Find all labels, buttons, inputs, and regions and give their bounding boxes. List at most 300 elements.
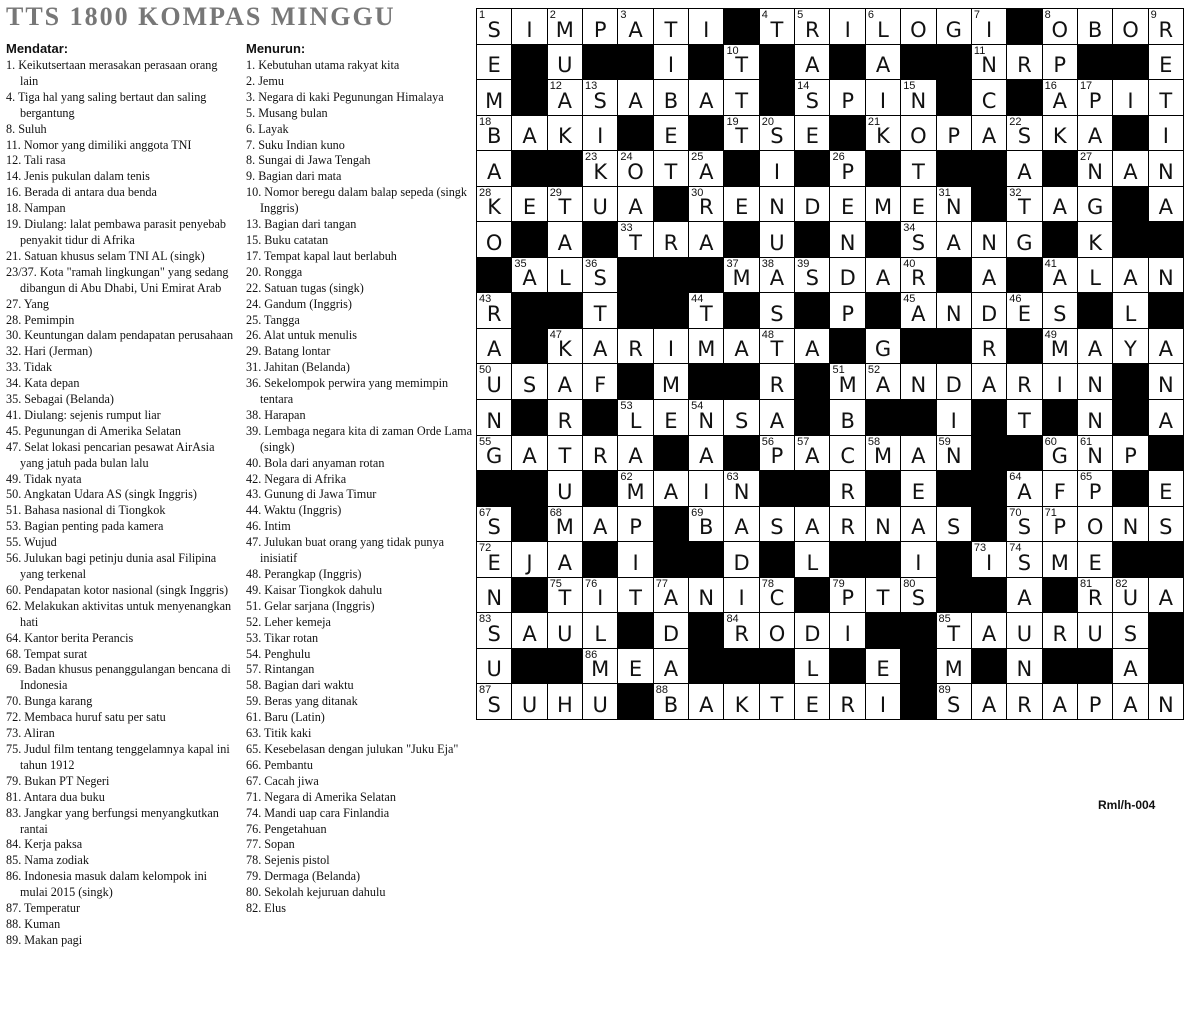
grid-cell[interactable] (689, 187, 723, 222)
grid-cell[interactable] (760, 364, 794, 399)
grid-cell[interactable] (1113, 684, 1147, 719)
grid-cell[interactable] (1078, 400, 1112, 435)
grid-cell[interactable] (901, 471, 935, 506)
grid-cell[interactable] (477, 116, 511, 151)
cell-letter: S (734, 408, 749, 433)
grid-cell[interactable] (795, 507, 829, 542)
grid-cell[interactable] (724, 80, 758, 115)
grid-cell[interactable] (937, 507, 971, 542)
grid-cell[interactable] (901, 80, 935, 115)
grid-cell[interactable] (724, 507, 758, 542)
grid-cell[interactable] (795, 329, 829, 364)
grid-cell[interactable] (795, 116, 829, 151)
grid-cell[interactable] (618, 578, 652, 613)
cell-number: 30 (691, 186, 704, 199)
grid-cell[interactable] (583, 649, 617, 684)
grid-cell[interactable] (512, 436, 546, 471)
grid-cell[interactable] (477, 80, 511, 115)
grid-cell[interactable] (654, 400, 688, 435)
grid-cell[interactable] (618, 542, 652, 577)
grid-cell[interactable] (1007, 187, 1041, 222)
grid-cell[interactable] (724, 187, 758, 222)
black-square (512, 45, 546, 80)
grid-cell[interactable] (937, 222, 971, 257)
grid-cell[interactable] (548, 258, 582, 293)
grid-cell[interactable] (618, 80, 652, 115)
grid-cell[interactable] (1113, 649, 1147, 684)
grid-cell[interactable] (830, 187, 864, 222)
grid-cell[interactable] (1149, 684, 1183, 719)
grid-cell[interactable] (1078, 578, 1112, 613)
grid-cell[interactable] (901, 9, 935, 44)
grid-cell[interactable] (654, 613, 688, 648)
grid-cell[interactable] (548, 542, 582, 577)
grid-cell[interactable] (512, 187, 546, 222)
grid-cell[interactable] (618, 151, 652, 186)
grid-cell[interactable] (548, 116, 582, 151)
down-clue: 42. Negara di Afrika (246, 471, 347, 486)
grid-cell[interactable] (583, 684, 617, 719)
grid-cell[interactable] (583, 364, 617, 399)
grid-cell[interactable] (866, 9, 900, 44)
grid-cell[interactable] (901, 293, 935, 328)
grid-cell[interactable] (1007, 471, 1041, 506)
grid-cell[interactable] (618, 329, 652, 364)
grid-cell[interactable] (654, 9, 688, 44)
grid-cell[interactable] (618, 471, 652, 506)
grid-cell[interactable] (477, 187, 511, 222)
cell-letter: I (844, 17, 851, 42)
grid-cell[interactable] (548, 364, 582, 399)
grid-cell[interactable] (724, 542, 758, 577)
grid-cell[interactable] (654, 329, 688, 364)
black-square (512, 471, 546, 506)
grid-cell[interactable] (689, 507, 723, 542)
grid-cell[interactable] (583, 80, 617, 115)
grid-cell[interactable] (1113, 507, 1147, 542)
grid-cell[interactable] (830, 684, 864, 719)
grid-cell[interactable] (1149, 116, 1183, 151)
grid-cell[interactable] (548, 187, 582, 222)
grid-cell[interactable] (583, 116, 617, 151)
cell-number: 17 (1079, 80, 1093, 93)
grid-cell[interactable] (1078, 80, 1112, 115)
grid-cell[interactable] (1149, 507, 1183, 542)
grid-cell[interactable] (548, 80, 582, 115)
cell-letter: A (593, 515, 608, 540)
grid-cell[interactable] (689, 9, 723, 44)
grid-cell[interactable] (512, 684, 546, 719)
grid-cell[interactable] (795, 45, 829, 80)
grid-cell[interactable] (972, 222, 1006, 257)
grid-cell[interactable] (548, 507, 582, 542)
grid-cell[interactable] (972, 542, 1006, 577)
grid-cell[interactable] (937, 187, 971, 222)
grid-cell[interactable] (724, 613, 758, 648)
black-square (724, 9, 758, 44)
grid-cell[interactable] (1113, 578, 1147, 613)
grid-cell[interactable] (583, 613, 617, 648)
grid-cell[interactable] (1007, 613, 1041, 648)
grid-cell[interactable] (1149, 45, 1183, 80)
grid-cell[interactable] (512, 9, 546, 44)
grid-cell[interactable] (548, 436, 582, 471)
grid-cell[interactable] (866, 578, 900, 613)
grid-cell[interactable] (1078, 258, 1112, 293)
grid-cell[interactable] (1149, 80, 1183, 115)
cell-letter: A (911, 301, 926, 326)
grid-cell[interactable] (477, 9, 511, 44)
grid-cell[interactable] (724, 400, 758, 435)
grid-cell[interactable] (972, 9, 1006, 44)
grid-cell[interactable] (1078, 684, 1112, 719)
grid-cell[interactable] (1043, 542, 1077, 577)
grid-cell[interactable] (1043, 258, 1077, 293)
grid-cell[interactable] (937, 613, 971, 648)
grid-cell[interactable] (618, 187, 652, 222)
grid-cell[interactable] (1043, 329, 1077, 364)
grid-cell[interactable] (1113, 80, 1147, 115)
grid-cell[interactable] (654, 364, 688, 399)
grid-cell[interactable] (972, 45, 1006, 80)
grid-cell[interactable] (1007, 542, 1041, 577)
grid-cell[interactable] (1043, 436, 1077, 471)
grid-cell[interactable] (830, 258, 864, 293)
grid-cell[interactable] (1149, 364, 1183, 399)
grid-cell[interactable] (689, 80, 723, 115)
grid-cell[interactable] (901, 542, 935, 577)
grid-cell[interactable] (972, 293, 1006, 328)
grid-cell[interactable] (1149, 151, 1183, 186)
grid-cell[interactable] (689, 684, 723, 719)
grid-cell[interactable] (937, 293, 971, 328)
grid-cell[interactable] (830, 471, 864, 506)
grid-cell[interactable] (724, 45, 758, 80)
grid-cell[interactable] (830, 293, 864, 328)
grid-cell[interactable] (760, 9, 794, 44)
grid-cell[interactable] (477, 507, 511, 542)
grid-cell[interactable] (972, 329, 1006, 364)
grid-cell[interactable] (1007, 578, 1041, 613)
grid-cell[interactable] (830, 151, 864, 186)
grid-cell[interactable] (548, 329, 582, 364)
grid-cell[interactable] (1043, 507, 1077, 542)
grid-cell[interactable] (1007, 151, 1041, 186)
grid-cell[interactable] (1043, 9, 1077, 44)
grid-cell[interactable] (1007, 293, 1041, 328)
grid-cell[interactable] (689, 293, 723, 328)
grid-cell[interactable] (937, 649, 971, 684)
grid-cell[interactable] (795, 649, 829, 684)
grid-cell[interactable] (760, 116, 794, 151)
grid-cell[interactable] (866, 116, 900, 151)
grid-cell[interactable] (583, 151, 617, 186)
grid-cell[interactable] (901, 578, 935, 613)
grid-cell[interactable] (477, 45, 511, 80)
grid-cell[interactable] (724, 116, 758, 151)
grid-cell[interactable] (548, 471, 582, 506)
grid-cell[interactable] (1149, 471, 1183, 506)
grid-cell[interactable] (689, 329, 723, 364)
grid-cell[interactable] (512, 613, 546, 648)
grid-cell[interactable] (795, 436, 829, 471)
grid-cell[interactable] (1078, 542, 1112, 577)
grid-cell[interactable] (866, 329, 900, 364)
grid-cell[interactable] (901, 151, 935, 186)
grid-cell[interactable] (689, 222, 723, 257)
grid-cell[interactable] (760, 684, 794, 719)
grid-cell[interactable] (1113, 151, 1147, 186)
grid-cell[interactable] (477, 293, 511, 328)
grid-cell[interactable] (1149, 578, 1183, 613)
grid-cell[interactable] (760, 222, 794, 257)
grid-cell[interactable] (654, 45, 688, 80)
grid-cell[interactable] (477, 329, 511, 364)
grid-cell[interactable] (477, 436, 511, 471)
grid-cell[interactable] (795, 542, 829, 577)
grid-cell[interactable] (830, 222, 864, 257)
grid-cell[interactable] (512, 542, 546, 577)
grid-cell[interactable] (477, 684, 511, 719)
grid-cell[interactable] (477, 613, 511, 648)
grid-cell[interactable] (1078, 9, 1112, 44)
across-clue: 34. Kata depan (6, 376, 80, 391)
grid-cell[interactable] (654, 80, 688, 115)
cell-number: 43 (479, 293, 492, 306)
grid-cell[interactable] (972, 684, 1006, 719)
cell-letter: A (1017, 586, 1032, 611)
grid-cell[interactable] (689, 578, 723, 613)
grid-cell[interactable] (866, 364, 900, 399)
grid-cell[interactable] (1078, 151, 1112, 186)
grid-cell[interactable] (477, 364, 511, 399)
grid-cell[interactable] (477, 222, 511, 257)
grid-cell[interactable] (618, 649, 652, 684)
grid-cell[interactable] (760, 151, 794, 186)
grid-cell[interactable] (1043, 187, 1077, 222)
grid-cell[interactable] (654, 151, 688, 186)
grid-cell[interactable] (901, 258, 935, 293)
grid-cell[interactable] (972, 116, 1006, 151)
grid-cell[interactable] (795, 258, 829, 293)
grid-cell[interactable] (937, 9, 971, 44)
grid-cell[interactable] (1113, 293, 1147, 328)
grid-cell[interactable] (477, 151, 511, 186)
grid-cell[interactable] (548, 222, 582, 257)
grid-cell[interactable] (972, 364, 1006, 399)
grid-cell[interactable] (477, 649, 511, 684)
grid-cell[interactable] (795, 613, 829, 648)
grid-cell[interactable] (1078, 187, 1112, 222)
grid-cell[interactable] (618, 436, 652, 471)
grid-cell[interactable] (512, 258, 546, 293)
grid-cell[interactable] (548, 684, 582, 719)
grid-cell[interactable] (477, 578, 511, 613)
down-clue: 80. Sekolah kejuruan dahulu (246, 885, 386, 900)
grid-cell[interactable] (689, 151, 723, 186)
grid-cell[interactable] (830, 400, 864, 435)
grid-cell[interactable] (1078, 613, 1112, 648)
grid-cell[interactable] (1113, 436, 1147, 471)
grid-cell[interactable] (1078, 364, 1112, 399)
grid-cell[interactable] (1007, 222, 1041, 257)
grid-cell[interactable] (689, 471, 723, 506)
grid-cell[interactable] (548, 9, 582, 44)
grid-cell[interactable] (1007, 684, 1041, 719)
grid-cell[interactable] (760, 293, 794, 328)
grid-cell[interactable] (901, 187, 935, 222)
grid-cell[interactable] (1043, 471, 1077, 506)
grid-cell[interactable] (548, 613, 582, 648)
black-square (972, 649, 1006, 684)
grid-cell[interactable] (724, 258, 758, 293)
grid-cell[interactable] (1149, 329, 1183, 364)
grid-cell[interactable] (689, 400, 723, 435)
grid-cell[interactable] (795, 9, 829, 44)
grid-cell[interactable] (830, 364, 864, 399)
grid-cell[interactable] (866, 507, 900, 542)
grid-cell[interactable] (830, 436, 864, 471)
grid-cell[interactable] (937, 436, 971, 471)
grid-cell[interactable] (830, 9, 864, 44)
grid-cell[interactable] (1007, 649, 1041, 684)
grid-cell[interactable] (830, 80, 864, 115)
grid-cell[interactable] (1043, 116, 1077, 151)
grid-cell[interactable] (618, 400, 652, 435)
grid-cell[interactable] (654, 649, 688, 684)
cell-letter: K (876, 124, 890, 149)
grid-cell[interactable] (760, 507, 794, 542)
grid-cell[interactable] (548, 45, 582, 80)
grid-cell[interactable] (866, 258, 900, 293)
grid-cell[interactable] (548, 578, 582, 613)
grid-cell[interactable] (795, 80, 829, 115)
grid-cell[interactable] (972, 258, 1006, 293)
grid-cell[interactable] (583, 187, 617, 222)
grid-cell[interactable] (1078, 329, 1112, 364)
grid-cell[interactable] (830, 613, 864, 648)
grid-cell[interactable] (724, 471, 758, 506)
grid-cell[interactable] (477, 542, 511, 577)
grid-cell[interactable] (760, 400, 794, 435)
grid-cell[interactable] (795, 684, 829, 719)
grid-cell[interactable] (1007, 116, 1041, 151)
grid-cell[interactable] (1043, 684, 1077, 719)
grid-cell[interactable] (512, 116, 546, 151)
grid-cell[interactable] (1007, 45, 1041, 80)
grid-cell[interactable] (760, 258, 794, 293)
grid-cell[interactable] (1007, 364, 1041, 399)
grid-cell[interactable] (1113, 9, 1147, 44)
grid-cell[interactable] (583, 258, 617, 293)
grid-cell[interactable] (654, 471, 688, 506)
grid-cell[interactable] (901, 364, 935, 399)
cell-letter: C (981, 88, 997, 113)
grid-cell[interactable] (583, 293, 617, 328)
grid-cell[interactable] (1007, 507, 1041, 542)
grid-cell[interactable] (654, 222, 688, 257)
grid-cell[interactable] (1078, 471, 1112, 506)
grid-cell[interactable] (866, 684, 900, 719)
grid-cell[interactable] (901, 116, 935, 151)
grid-cell[interactable] (760, 436, 794, 471)
grid-cell[interactable] (618, 222, 652, 257)
grid-cell[interactable] (830, 578, 864, 613)
grid-cell[interactable] (937, 116, 971, 151)
grid-cell[interactable] (724, 329, 758, 364)
grid-cell[interactable] (937, 684, 971, 719)
grid-cell[interactable] (654, 116, 688, 151)
grid-cell[interactable] (1113, 258, 1147, 293)
grid-cell[interactable] (512, 364, 546, 399)
grid-cell[interactable] (1043, 613, 1077, 648)
grid-cell[interactable] (618, 9, 652, 44)
grid-cell[interactable] (1149, 258, 1183, 293)
grid-cell[interactable] (830, 507, 864, 542)
grid-cell[interactable] (1078, 222, 1112, 257)
grid-cell[interactable] (724, 578, 758, 613)
grid-cell[interactable] (760, 187, 794, 222)
grid-cell[interactable] (972, 613, 1006, 648)
grid-cell[interactable] (1043, 45, 1077, 80)
grid-cell[interactable] (1113, 329, 1147, 364)
grid-cell[interactable] (618, 507, 652, 542)
grid-cell[interactable] (901, 436, 935, 471)
grid-cell[interactable] (1078, 507, 1112, 542)
grid-cell[interactable] (583, 507, 617, 542)
grid-cell[interactable] (1078, 116, 1112, 151)
grid-cell[interactable] (1043, 293, 1077, 328)
grid-cell[interactable] (1149, 9, 1183, 44)
grid-cell[interactable] (866, 436, 900, 471)
grid-cell[interactable] (866, 45, 900, 80)
black-square (937, 258, 971, 293)
grid-cell[interactable] (583, 436, 617, 471)
grid-cell[interactable] (583, 329, 617, 364)
grid-cell[interactable] (1113, 613, 1147, 648)
grid-cell[interactable] (1043, 364, 1077, 399)
grid-cell[interactable] (477, 400, 511, 435)
grid-cell[interactable] (760, 613, 794, 648)
grid-cell[interactable] (760, 329, 794, 364)
grid-cell[interactable] (1149, 187, 1183, 222)
grid-cell[interactable] (548, 400, 582, 435)
grid-cell[interactable] (583, 9, 617, 44)
grid-cell[interactable] (972, 80, 1006, 115)
cell-letter: U (486, 373, 502, 398)
grid-cell[interactable] (937, 364, 971, 399)
grid-cell[interactable] (583, 578, 617, 613)
grid-cell[interactable] (1149, 400, 1183, 435)
grid-cell[interactable] (689, 436, 723, 471)
grid-cell[interactable] (901, 507, 935, 542)
grid-cell[interactable] (654, 684, 688, 719)
grid-cell[interactable] (795, 187, 829, 222)
grid-cell[interactable] (654, 578, 688, 613)
grid-cell[interactable] (760, 578, 794, 613)
grid-cell[interactable] (866, 80, 900, 115)
grid-cell[interactable] (1043, 80, 1077, 115)
grid-cell[interactable] (937, 400, 971, 435)
grid-cell[interactable] (866, 649, 900, 684)
grid-cell[interactable] (1007, 400, 1041, 435)
grid-cell[interactable] (866, 187, 900, 222)
cell-letter: N (1087, 444, 1103, 469)
grid-cell[interactable] (901, 222, 935, 257)
cell-letter: A (486, 159, 502, 184)
grid-cell[interactable] (724, 684, 758, 719)
grid-cell[interactable] (1078, 436, 1112, 471)
